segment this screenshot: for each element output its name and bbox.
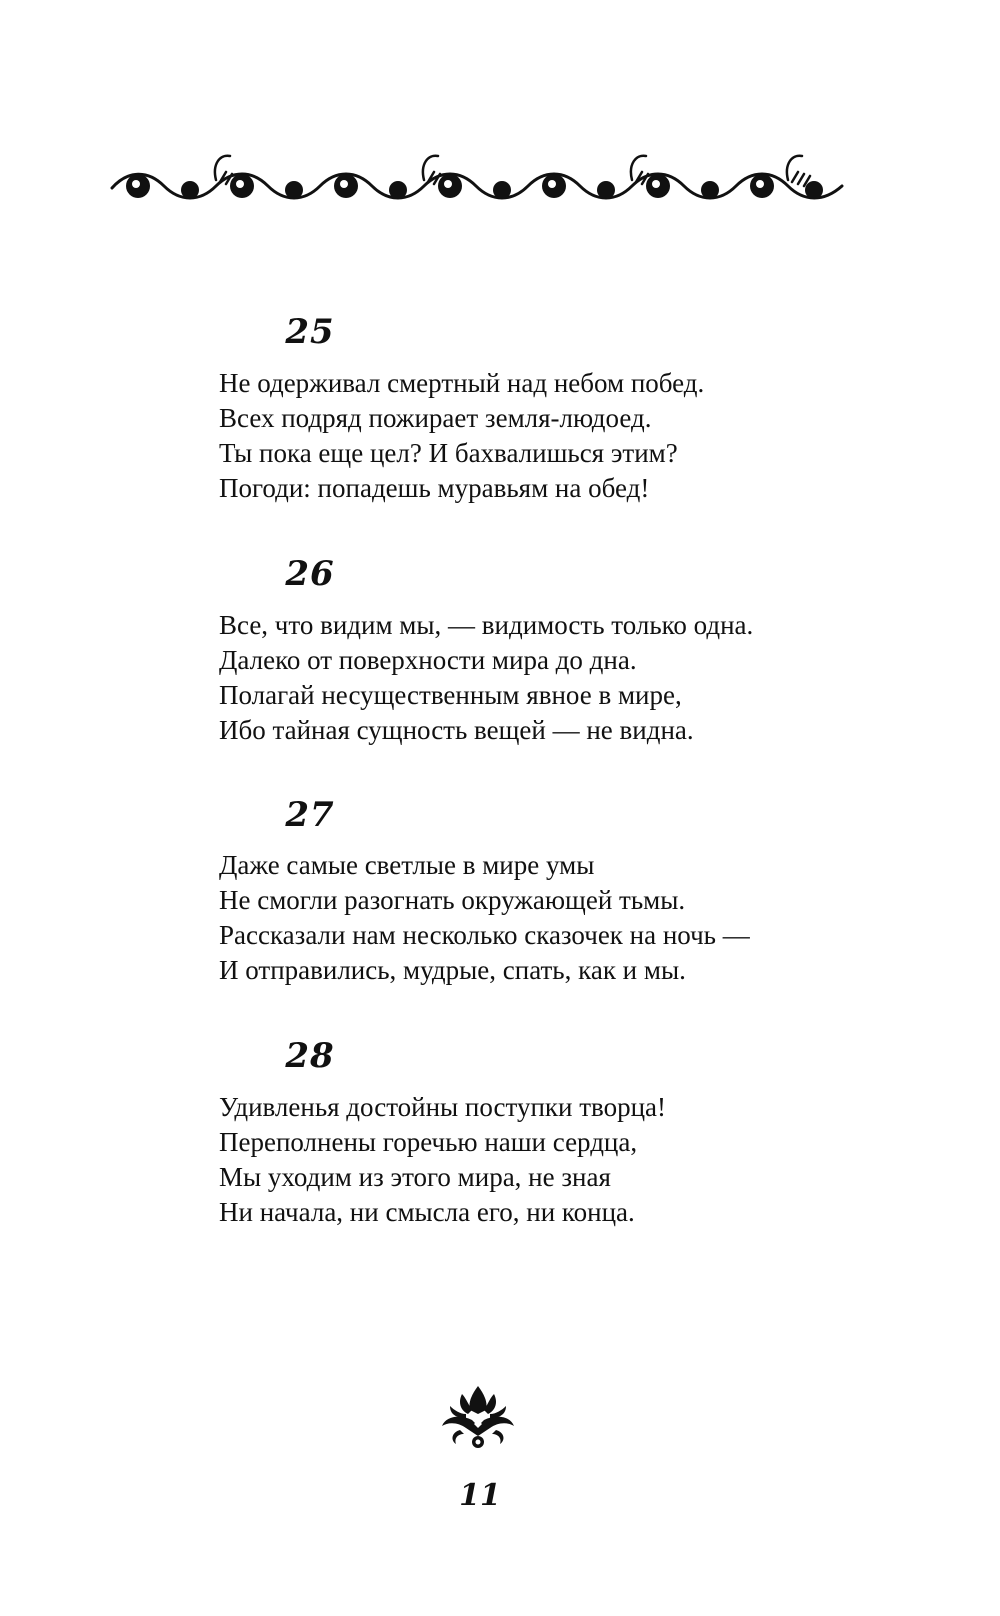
poem-line: Не смогли разогнать окружающей тьмы. — [219, 885, 686, 915]
poem-number: 25 — [285, 312, 335, 352]
poem-stanza — [219, 848, 839, 988]
poem-line: Переполнены горечью наши сердца, — [219, 1127, 638, 1157]
scroll-vine-border-icon — [108, 140, 846, 220]
poem-line: Далеко от поверхности мира до дна. — [219, 645, 637, 675]
poem-line: И отправились, мудрые, спать, как и мы. — [219, 955, 686, 985]
poem-stanza — [219, 366, 839, 506]
poem-line: Все, что видим мы, — видимость только одна. — [219, 610, 754, 640]
poem-line: Ни начала, ни смысла его, ни конца. — [219, 1197, 635, 1227]
poem-line: Ты пока еще цел? И бахвалишься этим? — [219, 438, 678, 468]
poem-number: 28 — [285, 1036, 335, 1076]
poem-line: Полагай несущественным явное в мире, — [219, 680, 682, 710]
poem-stanza — [219, 1090, 839, 1230]
page-number: 11 — [459, 1478, 501, 1513]
poem-line: Всех подряд пожирает земля-людоед. — [219, 403, 652, 433]
poem-line: Погоди: попадешь муравьям на обед! — [219, 473, 650, 503]
poem-line: Удивленья достойны поступки творца! — [219, 1092, 667, 1122]
poem-line: Даже самые светлые в мире умы — [219, 850, 595, 880]
poem-number: 27 — [285, 795, 335, 835]
poem-stanza — [219, 608, 839, 748]
poem-line: Рассказали нам несколько сказочек на ночь — — [219, 920, 750, 950]
palmette-fleuron-icon — [432, 1380, 524, 1452]
poem-number: 26 — [285, 554, 335, 594]
poem-line: Не одерживал смертный над небом побед. — [219, 368, 705, 398]
poem-line: Ибо тайная сущность вещей — не видна. — [219, 715, 694, 745]
poem-line: Мы уходим из этого мира, не зная — [219, 1162, 611, 1192]
